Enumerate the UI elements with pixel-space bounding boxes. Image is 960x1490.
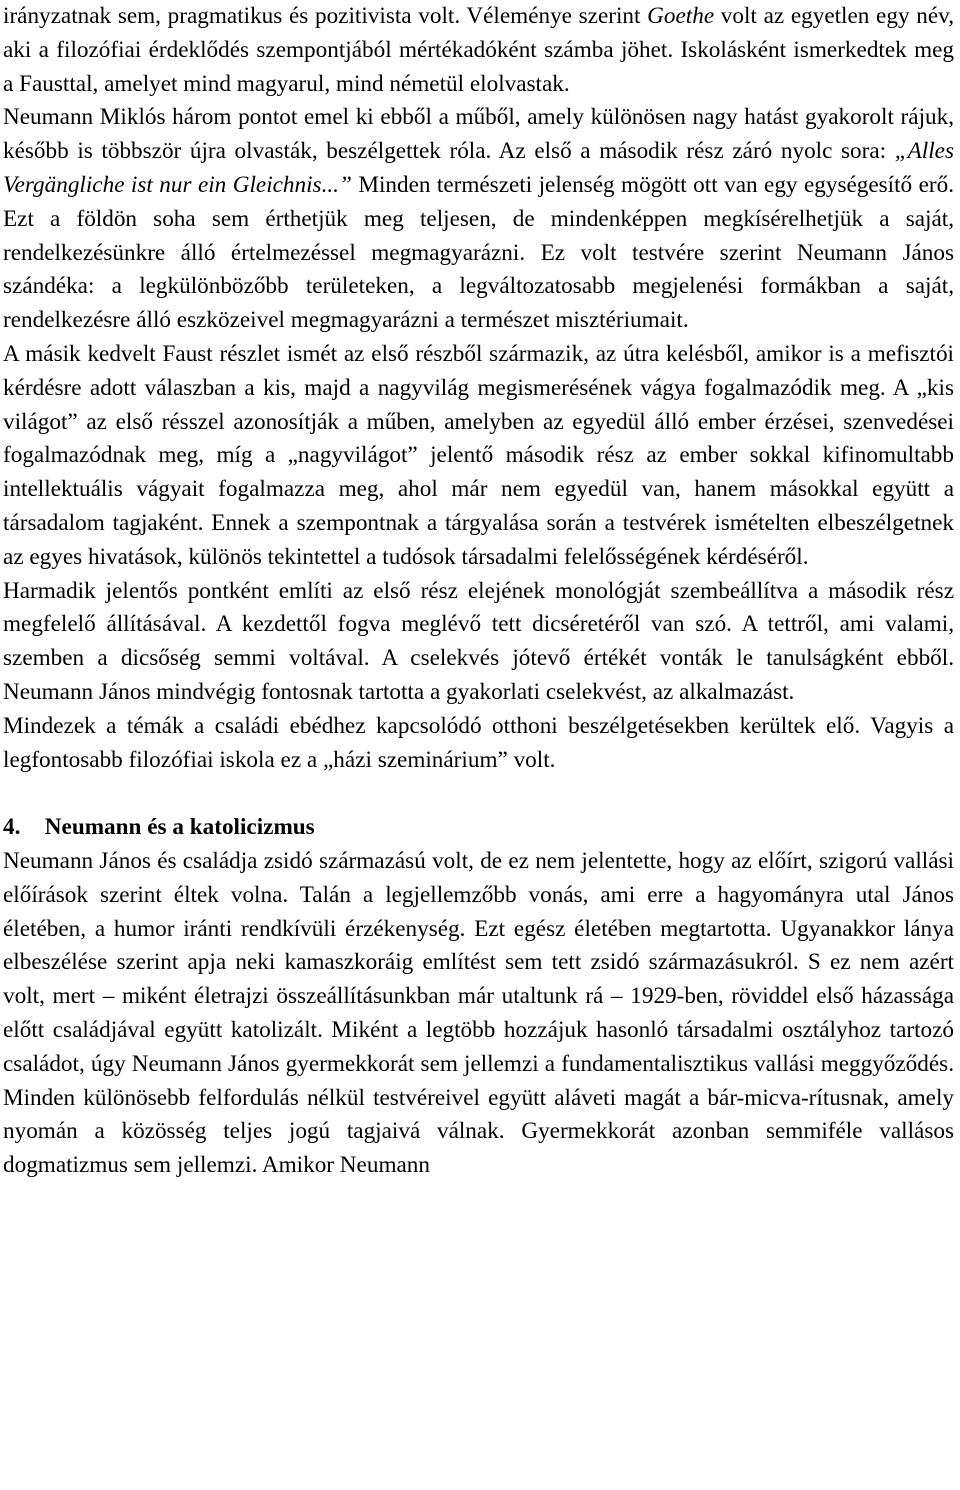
text-run: irányzatnak sem, pragmatikus és pozitivista volt. Véleménye szerint [3, 3, 648, 29]
section-spacer [3, 777, 954, 811]
paragraphs-bottom [3, 845, 954, 1183]
italic-text: Goethe [647, 3, 715, 29]
section-heading [3, 811, 954, 845]
italic-text: „Alles Vergängliche ist nur ein Gleichnis...” [3, 138, 954, 198]
paragraph-p4 [3, 575, 954, 710]
text-run: Harmadik jelentős pontként említi az első rész elejének monológját szembeállítva a második rész megfelelő állításával. A kezdettől fogva meglévő tett dicséretéről van szó. A tettről, ami valami, szemben a dicsőség semmi voltával. A cselekvés jótevő értékét vonták le tanulságként ebből. Neumann János mindvégig fontosnak tartotta a gyakorlati cselekvést, az alkalmazást. [3, 577, 954, 705]
paragraph-p5 [3, 710, 954, 778]
paragraph-p2 [3, 101, 954, 338]
text-run: volt az egyetlen egy név, aki a filozófiai érdeklődés szempontjából mértékadóként számba jöhet. Iskolásként ismerkedtek meg a Fausttal, amelyet mind magyarul, mind németül elolvastak. [3, 3, 954, 97]
text-run: Neumann Miklós három pontot emel ki ebből a műből, amely különösen nagy hatást gyakorolt rájuk, később is többször újra olvasták, beszélgettek róla. Az első a második rész záró nyolc sora: [3, 104, 954, 165]
text-run: Mindezek a témák a családi ebédhez kapcsolódó otthoni beszélgetésekben kerültek elő. Vagyis a legfontosabb filozófiai iskola ez a „házi szeminárium” volt. [3, 712, 954, 773]
text-run: Neumann János és családja zsidó származású volt, de ez nem jelentette, hogy az előírt, szigorú vallási előírások szerint éltek volna. Talán a legjellemzőbb vonás, ami erre a hagyományra utal János életében, a humor iránti rendkívüli érzékenység. Ezt egész életében megtartotta. Ugyanakkor lánya elbeszélése szerint apja neki kamaszkoráig említést sem tett zsidó származásukról. S ez nem azért volt, mert – miként életrajzi összeállításunkban már utaltunk rá – 1929-ben, röviddel első házassága előtt családjával együtt katolizált. Miként a legtöbb hozzájuk hasonló társadalmi osztályhoz tartozó családot, úgy Neumann János gyermekkorát sem jellemzi a fundamentalisztikus vallási meggyőződés. Minden különösebb felfordulás nélkül testvéreivel együtt aláveti magát a bár-micva-rítusnak, amely nyomán a közösség teljes jogú tagjaivá válnak. Gyermekkorát azonban semmiféle vallásos dogmatizmus sem jellemzi. Amikor Neumann [3, 847, 954, 1179]
paragraph-p1 [3, 0, 954, 101]
paragraph-p3 [3, 338, 954, 575]
section-number: 4. [3, 814, 21, 841]
text-run: A másik kedvelt Faust részlet ismét az első részből származik, az útra kelésből, amikor is a mefisztói kérdésre adott válaszban a kis, majd a nagyvilág megismerésének vágya fogalmazódik meg. A „kis világot” az első résszel azonosítják a műben, amelyben az egyedül álló ember érzései, szenvedései fogalmazódnak meg, míg a „nagyvilágot” jelentő második rész az ember sokkal kifinomultabb intellektuális vágyait fogalmazza meg, ahol már nem egyedül van, hanem másokkal együtt a társadalom tagjaként. Ennek a szempontnak a tárgyalása során a testvérek ismételten elbeszélgetnek az egyes hivatások, különös tekintettel a tudósok társadalmi felelősségének kérdéséről. [3, 340, 954, 570]
text-run: Minden természeti jelenség mögött ott van egy egységesítő erő. Ezt a földön soha sem érthetjük meg teljesen, de mindenképpen megkísérelhetjük a saját, rendelkezésünkre álló értelmezéssel megmagyarázni. Ez volt testvére szerint Neumann János szándéka: a legkülönbözőbb területeken, a legváltozatosabb megjelenési formákban a saját, rendelkezésre álló eszközeivel megmagyarázni a természet misztériumait. [3, 171, 954, 334]
paragraph-p6 [3, 845, 954, 1183]
section-title: Neumann és a katolicizmus [44, 814, 315, 841]
paragraphs-top [3, 0, 954, 777]
